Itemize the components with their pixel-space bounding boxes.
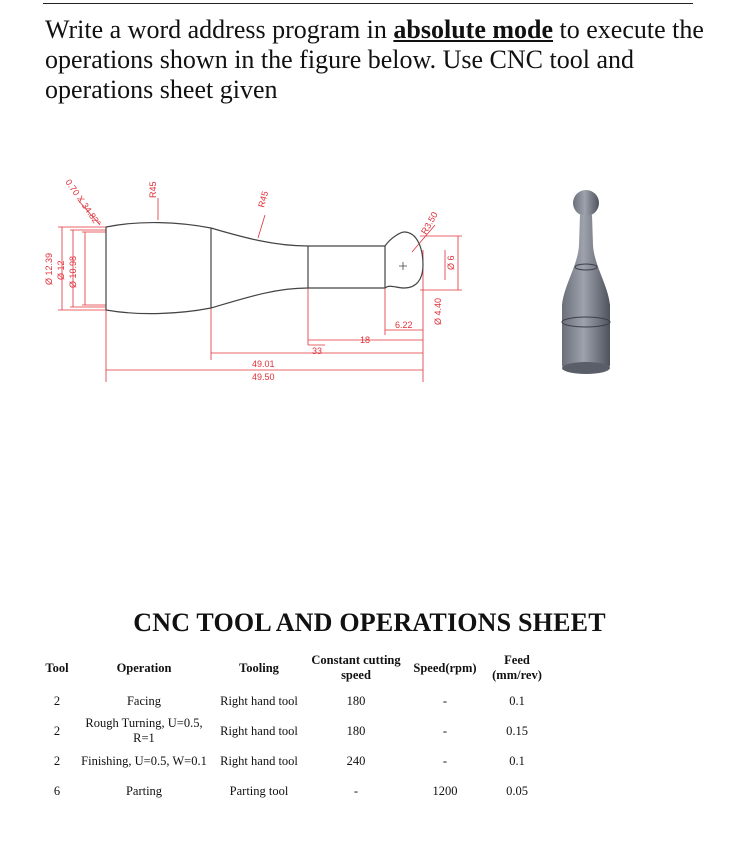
cell-cutting-speed: - [353,783,359,798]
header-operation: Operation [116,660,172,675]
question-text [45,15,705,105]
label-d1239: Ø 12.39 [44,252,54,285]
label-d12: Ø 12 [56,260,66,280]
cell-cutting-speed: 180 [346,693,366,708]
cell-feed: 0.1 [509,693,525,708]
cell-cutting-speed: 240 [346,753,366,768]
sheet-title: CNC TOOL AND OPERATIONS SHEET [133,608,606,637]
label-r45-mid: R45 [256,189,271,209]
question-part2: to execute the operations shown in the figure below. Use CNC tool and operations sheet given [45,15,704,104]
label-d440: Ø 4.40 [433,297,443,325]
table-row [40,776,552,806]
table-header-row [40,650,552,686]
header-cutting-speed: Constant cutting speed [311,653,401,682]
label-622: 6.22 [395,320,413,330]
cell-tool: 2 [53,753,61,768]
cell-operation: Finishing, U=0.5, W=0.1 [81,753,207,768]
cell-tooling: Parting tool [229,783,289,798]
label-d6: Ø 6 [446,255,456,270]
question-emphasis: absolute mode [393,15,554,44]
leader-r45-mid [258,215,265,238]
cell-tool: 2 [53,723,61,738]
part-drawing [40,170,480,395]
table-row [40,686,552,716]
table-row [40,716,552,746]
label-4950: 49.50 [252,372,275,382]
label-33: 33 [312,346,323,356]
cell-feed: 0.15 [506,723,528,738]
header-feed: Feed (mm/rev) [492,653,542,682]
header-tooling: Tooling [239,660,279,675]
cell-feed: 0.1 [509,753,525,768]
cell-feed: 0.05 [506,783,528,798]
header-speed-rpm: Speed(rpm) [413,660,477,675]
cell-speed-rpm: 1200 [432,783,458,798]
cell-operation: Parting [125,783,163,798]
header-tool: Tool [45,660,69,675]
label-r350: R3.50 [419,210,440,236]
label-d1098: Ø 10.98 [68,255,78,288]
cell-tool: 6 [53,783,61,798]
part-3d-model [548,185,618,380]
table-row [40,746,552,776]
cell-speed-rpm: - [442,723,448,738]
operations-table [40,650,552,806]
cell-tooling: Right hand tool [220,753,298,768]
part-outline [106,223,423,314]
question-part1: Write a word address program in [45,15,394,44]
label-18: 18 [360,335,371,345]
cell-tooling: Right hand tool [220,723,298,738]
label-chamfer: 0.70 X 34.82° [63,177,103,228]
label-4901: 49.01 [252,359,275,369]
cell-cutting-speed: 180 [346,723,366,738]
cell-operation: Rough Turning, U=0.5, R=1 [85,716,203,745]
cell-speed-rpm: - [442,753,448,768]
cell-tooling: Right hand tool [220,693,298,708]
cell-speed-rpm: - [442,693,448,708]
label-r45-top: R45 [148,181,158,198]
top-rule [43,3,693,4]
cell-operation: Facing [126,693,162,708]
cell-tool: 2 [53,693,61,708]
